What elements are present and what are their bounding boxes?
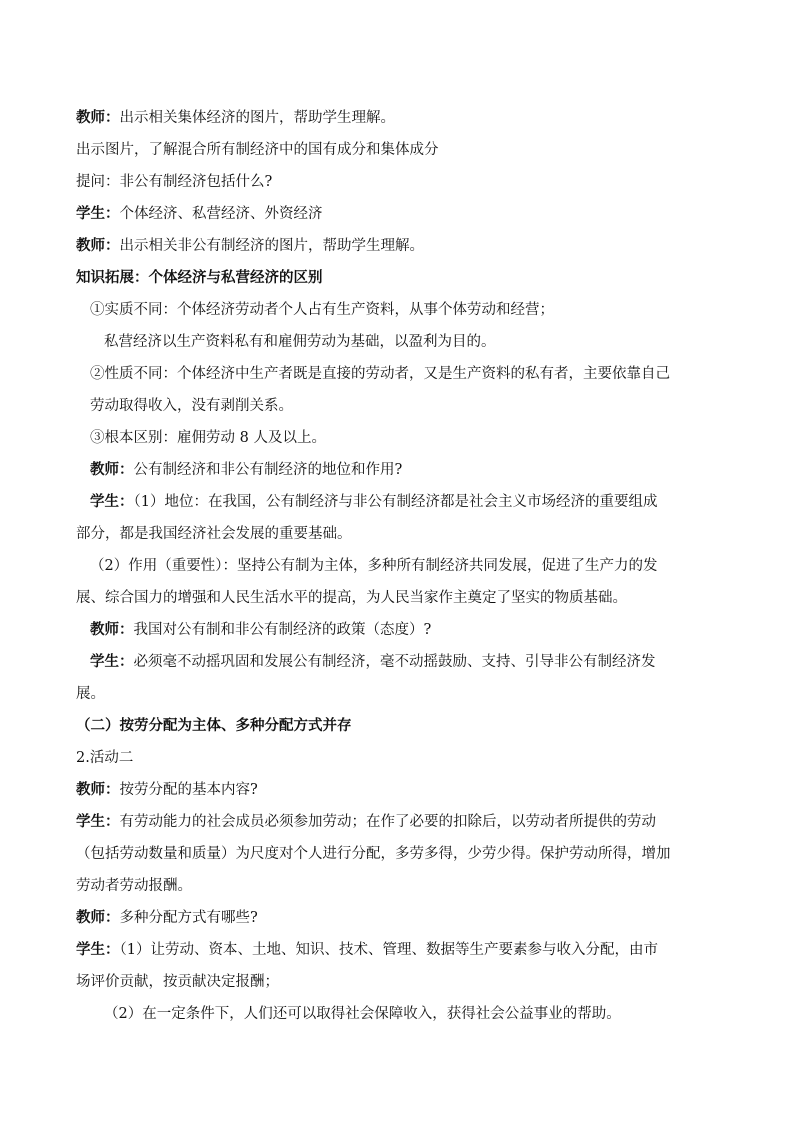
- line-text: （2）在一定条件下，人们还可以取得社会保障收入，获得社会公益事业的帮助。: [104, 1006, 621, 1022]
- speaker-label: 学生：: [90, 653, 134, 670]
- line-text: 展、综合国力的增强和人民生活水平的提高，为人民当家作主奠定了坚实的物质基础。: [76, 590, 627, 606]
- line-13: [90, 492, 657, 512]
- speaker-label: 学生：: [90, 493, 134, 510]
- speaker-label: 教师：: [90, 621, 134, 638]
- line-29: [104, 1004, 621, 1024]
- line-text: ①实质不同：个体经济劳动者个人占有生产资料，从事个体劳动和经营；: [90, 302, 554, 318]
- line-text: 我国对公有制和非公有制经济的政策（态度）?: [133, 622, 432, 638]
- line-text: 必须毫不动摇巩固和发展公有制经济，毫不动摇鼓励、支持、引导非公有制经济发: [133, 654, 656, 670]
- line-28: [76, 972, 279, 992]
- line-21: [76, 748, 133, 768]
- line-text: 多种分配方式有哪些?: [119, 910, 258, 926]
- line-20: [76, 716, 352, 736]
- line-text: 部分，都是我国经济社会发展的重要基础。: [76, 526, 352, 542]
- line-27: [76, 940, 658, 960]
- line-text: 按劳分配的基本内容?: [119, 782, 258, 798]
- line-24: [76, 844, 671, 864]
- speaker-label: 学生：: [76, 941, 120, 958]
- line-text: 提问：非公有制经济包括什么?: [76, 174, 273, 190]
- line-11: [90, 428, 326, 448]
- line-text: 劳动取得收入，没有剥削关系。: [90, 398, 293, 414]
- speaker-label: 学生：: [76, 205, 120, 222]
- line-2: [76, 140, 439, 160]
- line-text: 个体经济、私营经济、外资经济: [119, 206, 323, 222]
- line-5: [76, 236, 424, 256]
- line-9: [90, 364, 670, 384]
- line-16: [76, 588, 627, 608]
- line-1: [76, 108, 395, 128]
- line-17: [90, 620, 431, 640]
- line-text: 出示相关集体经济的图片，帮助学生理解。: [119, 110, 395, 126]
- line-4: [76, 204, 323, 224]
- speaker-label: 教师：: [76, 237, 120, 254]
- speaker-label: 教师：: [90, 461, 134, 478]
- speaker-label: 教师：: [76, 109, 120, 126]
- line-15: [90, 556, 657, 576]
- line-10: [90, 396, 293, 416]
- line-19: [76, 684, 105, 704]
- line-text: （1）地位：在我国，公有制经济与非公有制经济都是社会主义市场经济的重要组成: [133, 494, 658, 510]
- line-text: ②性质不同：个体经济中生产者既是直接的劳动者，又是生产资料的私有者，主要依靠自己: [90, 366, 670, 382]
- speaker-label: 学生：: [76, 813, 120, 830]
- line-text: 场评价贡献，按贡献决定报酬；: [76, 974, 279, 990]
- line-text: （1）让劳动、资本、土地、知识、技术、管理、数据等生产要素参与收入分配，由市: [119, 942, 658, 958]
- line-7: [90, 300, 554, 320]
- line-22: [76, 780, 258, 800]
- line-14: [76, 524, 352, 544]
- line-text: 出示相关非公有制经济的图片，帮助学生理解。: [119, 238, 424, 254]
- line-text: 有劳动能力的社会成员必须参加劳动；在作了必要的扣除后，以劳动者所提供的劳动: [119, 814, 656, 830]
- section-heading: （二）按劳分配为主体、多种分配方式并存: [76, 717, 352, 734]
- line-12: [90, 460, 402, 480]
- line-25: [76, 876, 192, 896]
- line-text: 展。: [76, 686, 105, 702]
- line-26: [76, 908, 258, 928]
- line-18: [90, 652, 656, 672]
- line-3: [76, 172, 272, 192]
- speaker-label: 教师：: [76, 781, 120, 798]
- line-text: （2）作用（重要性）：坚持公有制为主体，多种所有制经济共同发展，促进了生产力的发: [90, 558, 658, 574]
- line-8: [104, 332, 496, 352]
- line-text: （包括劳动数量和质量）为尺度对个人进行分配，多劳多得，少劳少得。保护劳动所得，增加: [76, 846, 671, 862]
- line-text: 私营经济以生产资料私有和雇佣劳动为基础，以盈利为目的。: [104, 334, 496, 350]
- line-text: 公有制经济和非公有制经济的地位和作用?: [133, 462, 403, 478]
- line-text: 出示图片，了解混合所有制经济中的国有成分和集体成分: [76, 142, 439, 158]
- line-text: 2.活动二: [76, 750, 134, 766]
- line-text: 劳动者劳动报酬。: [76, 878, 192, 894]
- speaker-label: 教师：: [76, 909, 120, 926]
- line-23: [76, 812, 656, 832]
- section-heading: 知识拓展：个体经济与私营经济的区别: [76, 269, 323, 286]
- line-text: ③根本区别：雇佣劳动 8 人及以上。: [90, 430, 326, 446]
- line-6: [76, 268, 323, 288]
